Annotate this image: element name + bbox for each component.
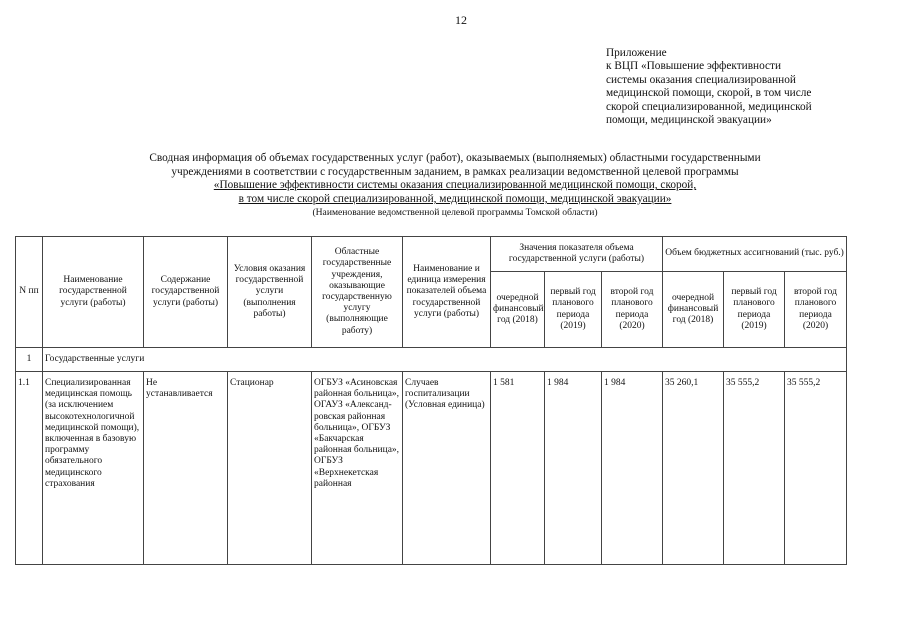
section-row <box>16 348 847 372</box>
heading-line: учреждениями в соответствии с государственным заданием, в рамках реализации ведомственной целевой программы <box>171 165 739 178</box>
row-num: 1.1 <box>16 372 43 565</box>
header-service-name: Наименование государственной услуги (работы) <box>43 237 144 348</box>
row-conditions: Стационар <box>228 372 312 565</box>
row-institutions: ОГБУЗ «Асиновская районная больница», ОГАУЗ «Александ-ровская районная больница», ОГБУЗ «Бакчарская районная больница», ОГБУЗ «Верхнекетская районная <box>312 372 403 565</box>
header-unit: Наименование и единица измерения показателей объема государственной услуги (работы) <box>403 237 491 348</box>
header-bud-2018: очередной финансовый год (2018) <box>663 272 724 348</box>
section-num: 1 <box>16 348 43 372</box>
header-num: N пп <box>16 237 43 348</box>
row-bud-2020: 35 555,2 <box>785 372 847 565</box>
appendix-line: системы оказания специализированной <box>606 73 796 86</box>
row-service-name: Специализированная медицинская помощь (за исключением высокотехнологичной медицинской помощи), включенная в базовую программу обязательного медицинского страхования <box>43 372 144 565</box>
row-vol-2019: 1 984 <box>545 372 602 565</box>
heading-line: Сводная информация об объемах государственных услуг (работ), оказываемых (выполняемых) областными государственными <box>149 152 761 164</box>
header-bud-2019: первый год планового периода (2019) <box>724 272 785 348</box>
appendix-note <box>606 47 896 127</box>
section-label: Государственные услуги <box>43 348 847 372</box>
header-volume-group: Значения показателя объема государственной услуги (работы) <box>491 237 663 272</box>
header-vol-2018: очередной финансовый год (2018) <box>491 272 545 348</box>
row-bud-2018: 35 260,1 <box>663 372 724 565</box>
header-bud-2020: второй год планового периода (2020) <box>785 272 847 348</box>
appendix-line: медицинской помощи, скорой, в том числе <box>606 87 812 100</box>
header-conditions: Условия оказания государственной услуги (выполнения работы) <box>228 237 312 348</box>
header-vol-2019: первый год планового периода (2019) <box>545 272 602 348</box>
row-bud-2019: 35 555,2 <box>724 372 785 565</box>
program-name-line: в том числе скорой специализированной, медицинской помощи, медицинской эвакуации» <box>238 192 672 205</box>
header-institutions: Областные государственные учреждения, оказывающие государственную услугу (выполняющие работу) <box>312 237 403 348</box>
header-row <box>16 237 847 272</box>
appendix-line: скорой специализированной, медицинской <box>606 100 812 113</box>
appendix-line: помощи, медицинской эвакуации» <box>606 114 772 127</box>
program-name-note: (Наименование ведомственной целевой программы Томской области) <box>312 207 598 219</box>
header-vol-2020: второй год планового периода (2020) <box>602 272 663 348</box>
program-name-line: «Повышение эффективности системы оказания специализированной медицинской помощи, скорой, <box>213 179 697 192</box>
services-table <box>15 236 847 565</box>
appendix-line: к ВЦП «Повышение эффективности <box>606 60 782 73</box>
header-budget-group: Объем бюджетных ассигнований (тыс. руб.) <box>663 237 847 272</box>
header-content: Содержание государственной услуги (работы) <box>144 237 228 348</box>
row-vol-2020: 1 984 <box>602 372 663 565</box>
page-number: 12 <box>455 13 467 27</box>
appendix-line: Приложение <box>606 47 667 59</box>
table-row <box>16 372 847 565</box>
document-heading <box>60 152 850 220</box>
row-content: Не устанавливается <box>144 372 228 565</box>
row-unit: Случаев госпитализации (Условная единица) <box>403 372 491 565</box>
row-vol-2018: 1 581 <box>491 372 545 565</box>
